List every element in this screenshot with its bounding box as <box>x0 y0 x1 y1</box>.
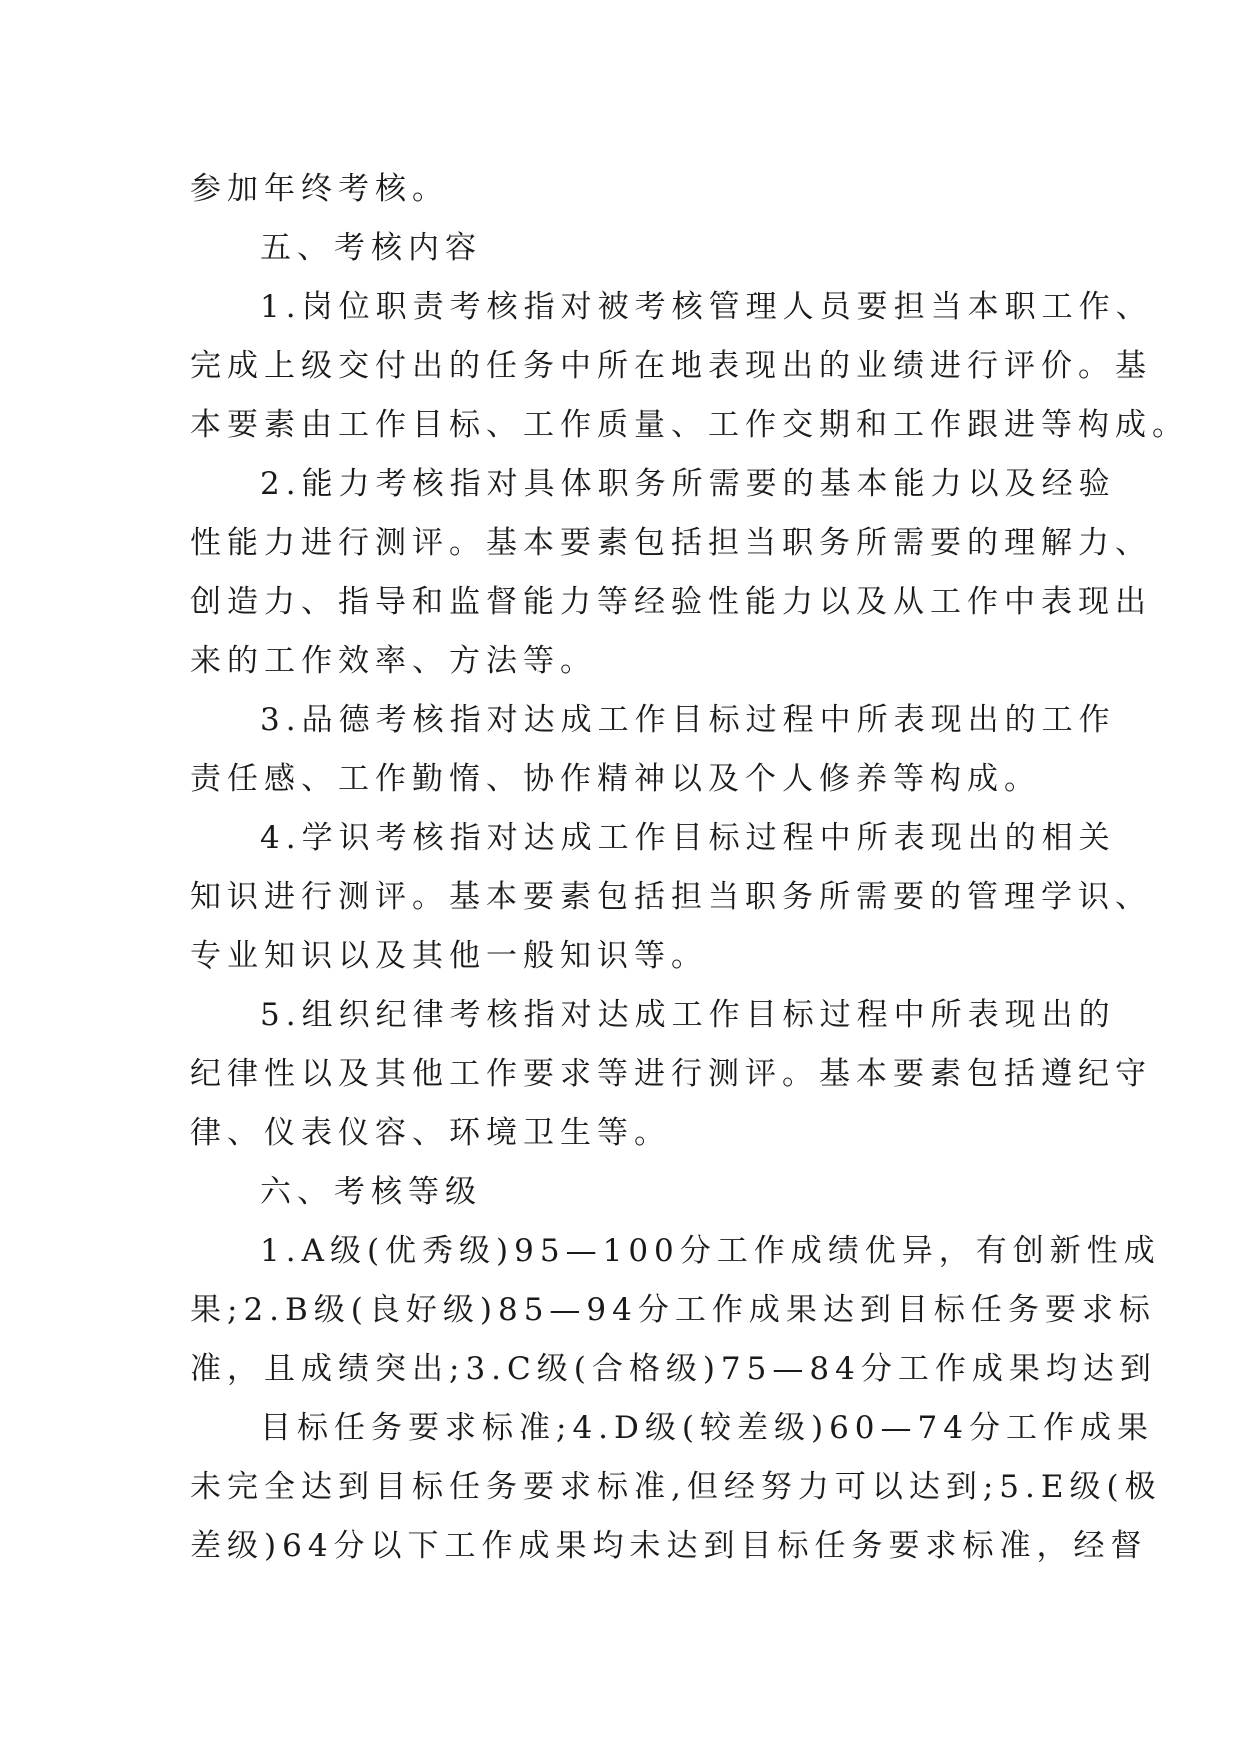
text-line: 2.能力考核指对具体职务所需要的基本能力以及经验 <box>260 466 1116 502</box>
text-line: 性能力进行测评。基本要素包括担当职务所需要的理解力、 <box>190 525 1152 561</box>
section-heading: 五、考核内容 <box>260 230 482 266</box>
text-line: 1.A级(优秀级)95—100分工作成绩优异，有创新性成 <box>260 1233 1161 1269</box>
section-heading: 六、考核等级 <box>260 1174 482 1210</box>
text-line: 完成上级交付出的任务中所在地表现出的业绩进行评价。基 <box>190 348 1152 384</box>
text-line: 1.岗位职责考核指对被考核管理人员要担当本职工作、 <box>260 289 1153 325</box>
text-line: 参加年终考核。 <box>190 171 449 207</box>
text-line: 本要素由工作目标、工作质量、工作交期和工作跟进等构成。 <box>190 407 1189 443</box>
text-line: 3.品德考核指对达成工作目标过程中所表现出的工作 <box>260 702 1116 738</box>
text-line: 4.学识考核指对达成工作目标过程中所表现出的相关 <box>260 820 1116 856</box>
text-line: 专业知识以及其他一般知识等。 <box>190 938 708 974</box>
text-line: 来的工作效率、方法等。 <box>190 643 597 679</box>
text-line: 5.组织纪律考核指对达成工作目标过程中所表现出的 <box>260 997 1116 1033</box>
text-line: 知识进行测评。基本要素包括担当职务所需要的管理学识、 <box>190 879 1152 915</box>
text-line: 准，且成绩突出;3.C级(合格级)75—84分工作成果均达到 <box>190 1351 1157 1387</box>
text-line: 创造力、指导和监督能力等经验性能力以及从工作中表现出 <box>190 584 1152 620</box>
text-line: 未完全达到目标任务要求标准,但经努力可以达到;5.E级(极 <box>190 1469 1162 1505</box>
text-line: 目标任务要求标准;4.D级(较差级)60—74分工作成果 <box>260 1410 1154 1446</box>
document-body <box>190 160 1189 1576</box>
text-line: 律、仪表仪容、环境卫生等。 <box>190 1115 671 1151</box>
text-line: 责任感、工作勤惰、协作精神以及个人修养等构成。 <box>190 761 1041 797</box>
text-line: 果;2.B级(良好级)85—94分工作成果达到目标任务要求标 <box>190 1292 1156 1328</box>
text-line: 差级)64分以下工作成果均未达到目标任务要求标准，经督 <box>190 1528 1148 1564</box>
text-line: 纪律性以及其他工作要求等进行测评。基本要素包括遵纪守 <box>190 1056 1152 1092</box>
